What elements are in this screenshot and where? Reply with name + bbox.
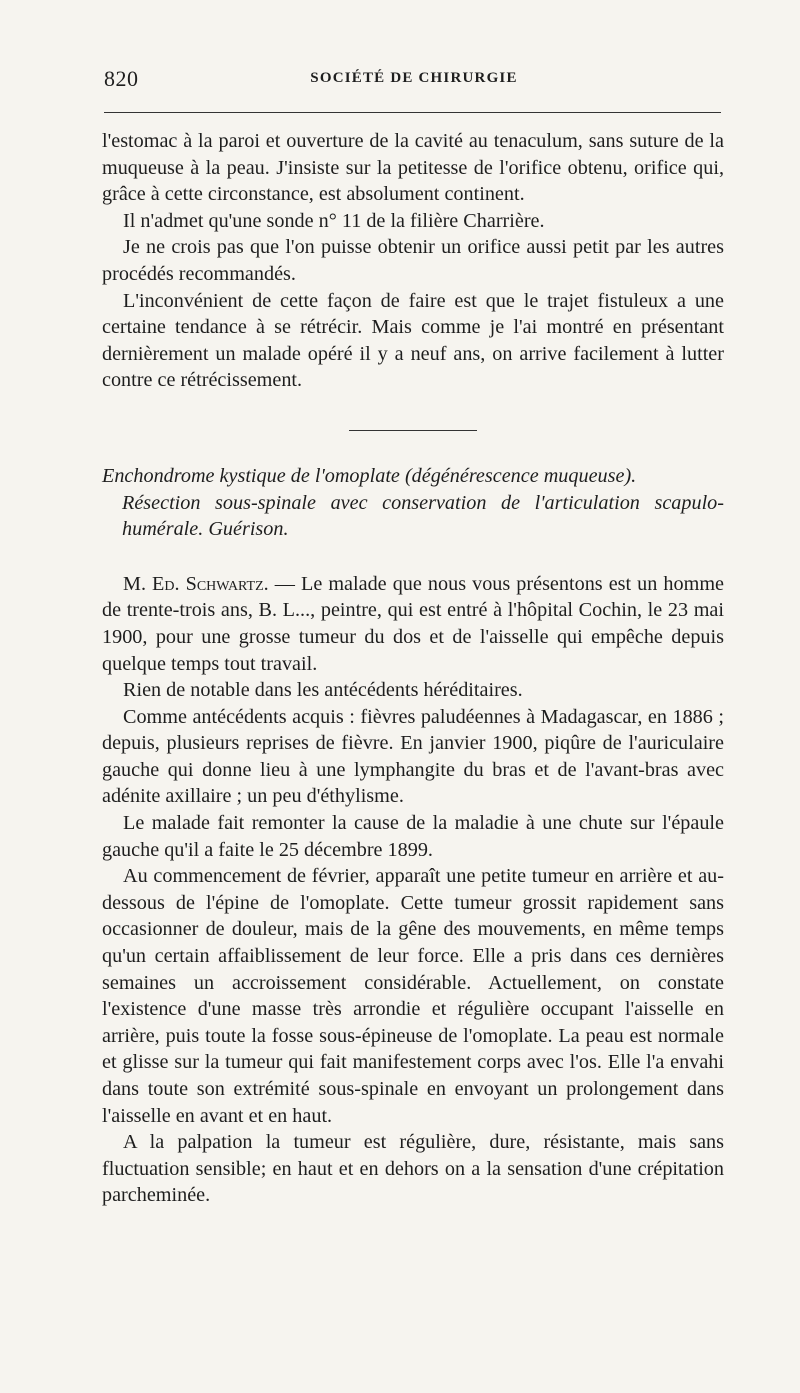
article-title xyxy=(102,463,724,543)
author-name: M. Ed. Schwartz. xyxy=(123,572,269,595)
article-paragraph-1-text: — Le malade que nous vous présentons est un homme de trente-trois ans, B. L..., peintre, qui est entré à l'hôpital Cochin, le 23 mai 1900, pour une grosse tumeur du dos et de l'aisselle qui empêche depuis quelque temps tout travail. xyxy=(102,572,724,675)
continuation-paragraph-2: Il n'admet qu'une sonde n° 11 de la filière Charrière. xyxy=(123,209,545,232)
section-divider xyxy=(349,430,477,431)
continuation-paragraph-3: Je ne crois pas que l'on puisse obtenir un orifice aussi petit par les autres procédés recommandés. xyxy=(102,236,724,285)
running-head xyxy=(104,66,724,96)
article-title-line-2: Résection sous-spinale avec conservation de l'articulation scapulo-humérale. Guérison. xyxy=(122,491,724,541)
header-rule xyxy=(104,112,721,113)
page-number: 820 xyxy=(104,66,139,91)
article-paragraph-6: A la palpation la tumeur est régulière, dure, résistante, mais sans fluctuation sensible; en haut et en dehors on a la sensation d'une crépitation parcheminée. xyxy=(102,1131,724,1207)
article-paragraph-5: Au commencement de février, apparaît une petite tumeur en arrière et au-dessous de l'épine de l'omoplate. Cette tumeur grossit rapidement sans occasionner de douleur, mais de la gêne des mouvements, en même temps qu'un certain affaiblissement de leur force. Elle a pris dans ces dernières semaines un accroissement considérable. Actuellement, on constate l'existence d'une masse très arrondie et régulière occupant l'aisselle en arrière, puis toute la fosse sous-épineuse de l'omoplate. La peau est normale et glisse sur la tumeur qui fait manifestement corps avec l'os. Elle l'a envahi dans toute son extrémité sous-spinale en envoyant un prolongement dans l'aisselle en avant et en haut. xyxy=(102,865,724,1127)
page-body xyxy=(102,128,724,1209)
journal-title: SOCIÉTÉ DE CHIRURGIE xyxy=(310,70,518,86)
continuation-paragraph-4: L'inconvénient de cette façon de faire est que le trajet fistuleux a une certaine tendance à se rétrécir. Mais comme je l'ai montré en présentant dernièrement un malade opéré il y a neuf ans, on arrive facilement à lutter contre ce rétrécissement. xyxy=(102,289,724,392)
article-paragraph-3: Comme antécédents acquis : fièvres paludéennes à Madagascar, en 1886 ; depuis, plusieurs reprises de fièvre. En janvier 1900, piqûre de l'auriculaire gauche qui donne lieu à une lymphangite du bras et de l'avant-bras avec adénite axillaire ; un peu d'éthylisme. xyxy=(102,705,724,808)
article-paragraph-4: Le malade fait remonter la cause de la maladie à une chute sur l'épaule gauche qu'il a faite le 25 décembre 1899. xyxy=(102,812,724,861)
article-paragraph-1 xyxy=(102,571,724,677)
article-paragraph-2: Rien de notable dans les antécédents héréditaires. xyxy=(123,679,523,702)
continuation-paragraph-1: l'estomac à la paroi et ouverture de la cavité au tenaculum, sans suture de la muqueuse à la peau. J'insiste sur la petitesse de l'orifice obtenu, orifice qui, grâce à cette circonstance, est absolument continent. xyxy=(102,130,724,206)
article-title-line-1: Enchondrome kystique de l'omoplate (dégénérescence muqueuse). xyxy=(102,464,637,487)
article-body xyxy=(102,571,724,1209)
